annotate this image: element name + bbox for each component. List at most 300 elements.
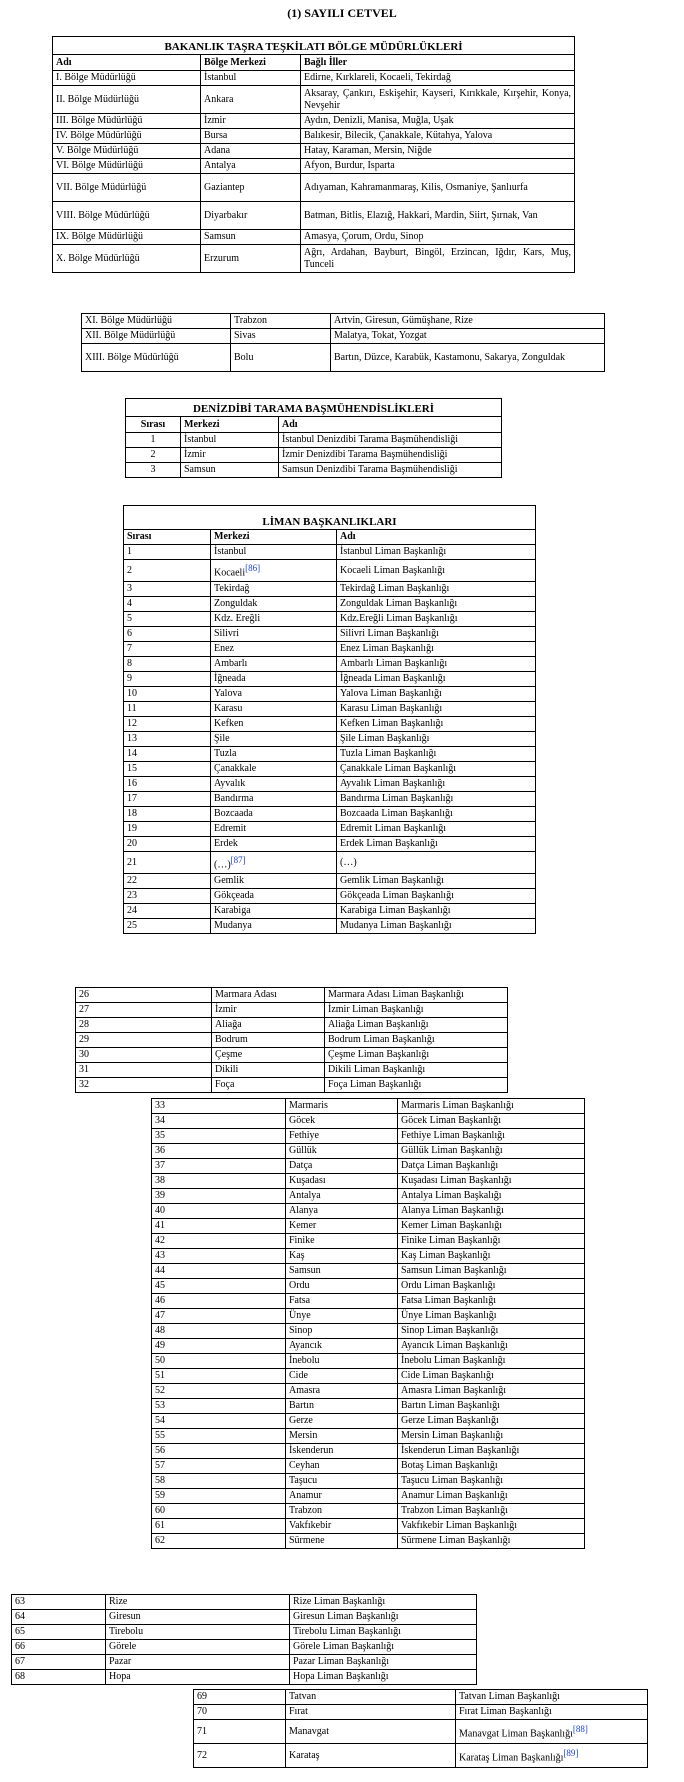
office-name-text: Yalova Liman Başkanlığı (340, 688, 442, 699)
sequence-number-text: 69 (197, 1691, 207, 1702)
office-name-text: Anamur Liman Başkanlığı (401, 1490, 508, 1501)
office-name (398, 1264, 585, 1279)
table-row (12, 1610, 477, 1625)
region-center-text: Bolu (234, 351, 254, 363)
table-row (194, 1705, 648, 1720)
office-name-text: (…) (340, 856, 357, 868)
table-row (152, 1279, 585, 1294)
office-name (337, 732, 536, 747)
sequence-number (12, 1655, 106, 1670)
office-name (337, 597, 536, 612)
office-name (398, 1159, 585, 1174)
center-name-text: Amasra (289, 1385, 321, 1396)
office-name-text: Kdz.Ereğli Liman Başkanlığı (340, 613, 458, 624)
center-name-text: Ordu (289, 1280, 310, 1291)
center-name-text: Kaş (289, 1250, 305, 1261)
center-name (211, 597, 337, 612)
center-name-text: Çanakkale (214, 763, 257, 774)
table-row (124, 672, 536, 687)
sequence-number (76, 1003, 212, 1018)
center-name (286, 1099, 398, 1114)
sequence-number-text: 61 (155, 1520, 165, 1531)
region-center (201, 202, 301, 230)
footnote-link[interactable]: [88] (572, 1723, 588, 1734)
center-name-text: Bozcaada (214, 808, 253, 819)
sequence-number-text: 62 (155, 1535, 165, 1546)
attached-provinces (331, 344, 605, 372)
column-header: Adı (53, 55, 201, 71)
office-name-text: İğneada Liman Başkanlığı (340, 673, 446, 684)
center-name-text: Ceyhan (289, 1460, 320, 1471)
sequence-number-text: 21 (127, 856, 137, 868)
office-name (337, 792, 536, 807)
region-center-text: Gaziantep (204, 181, 245, 193)
attached-provinces-text: Balıkesir, Bilecik, Çanakkale, Kütahya, Yalova (304, 130, 493, 141)
office-name-text: Vakfıkebir Liman Başkanlığı (401, 1520, 518, 1531)
office-name-text: Samsun Denizdibi Tarama Başmühendisliği (282, 464, 458, 475)
office-name-text: Trabzon Liman Başkanlığı (401, 1505, 508, 1516)
sequence-number (194, 1705, 286, 1720)
sequence-number-text: 55 (155, 1430, 165, 1441)
attached-provinces (301, 144, 575, 159)
center-name (211, 822, 337, 837)
center-name-text: Sürmene (289, 1535, 325, 1546)
office-name (337, 807, 536, 822)
office-name-text: Bartın Liman Başkanlığı (401, 1400, 500, 1411)
office-name-text: Antalya Liman Başkalığı (401, 1190, 502, 1201)
attached-provinces (301, 159, 575, 174)
table-row (152, 1309, 585, 1324)
sequence-number (152, 1159, 286, 1174)
sequence-number-text: 45 (155, 1280, 165, 1291)
sequence-number (152, 1399, 286, 1414)
office-name-text: Amasra Liman Başkanlığı (401, 1385, 506, 1396)
office-name-text: Manavgat Liman Başkanlığı (459, 1728, 573, 1740)
table-row (53, 114, 575, 129)
office-name-text: Ayvalık Liman Başkanlığı (340, 778, 446, 789)
sequence-number (76, 1063, 212, 1078)
center-name (106, 1655, 290, 1670)
center-name (286, 1159, 398, 1174)
table-row (152, 1249, 585, 1264)
center-name (212, 1003, 325, 1018)
center-name (286, 1129, 398, 1144)
office-name-text: İnebolu Liman Başkanlığı (401, 1355, 506, 1366)
center-name (286, 1504, 398, 1519)
sequence-number (152, 1444, 286, 1459)
office-name-text: Çeşme Liman Başkanlığı (328, 1049, 430, 1060)
sequence-number-text: 30 (79, 1049, 89, 1060)
sequence-number-text: 53 (155, 1400, 165, 1411)
sequence-number (124, 777, 211, 792)
table-row (12, 1625, 477, 1640)
office-name-text: Foça Liman Başkanlığı (328, 1079, 422, 1090)
sequence-number (124, 792, 211, 807)
office-name-text: Çanakkale Liman Başkanlığı (340, 763, 457, 774)
center-name (286, 1219, 398, 1234)
center-name-text: Edremit (214, 823, 247, 834)
table-row (124, 545, 536, 560)
center-name (212, 1078, 325, 1093)
sequence-number-text: 24 (127, 905, 137, 916)
office-name (337, 837, 536, 852)
office-name-text: Sinop Liman Başkanlığı (401, 1325, 499, 1336)
directorate-name (53, 230, 201, 245)
office-name (456, 1690, 648, 1705)
table-row (124, 904, 536, 919)
office-name-text: Botaş Liman Başkanlığı (401, 1460, 498, 1471)
attached-provinces (301, 174, 575, 202)
sequence-number (126, 448, 181, 463)
center-name (286, 1414, 398, 1429)
attached-provinces-text: Afyon, Burdur, Isparta (304, 160, 395, 171)
sequence-number (152, 1264, 286, 1279)
attached-provinces-text: Aksaray, Çankırı, Eskişehir, Kayseri, Kırıkkale, Kırşehir, Konya, Nevşehir (304, 87, 572, 111)
footnote-link[interactable]: [86] (245, 562, 261, 573)
sequence-number (124, 837, 211, 852)
sequence-number-text: 58 (155, 1475, 165, 1486)
office-name (398, 1504, 585, 1519)
center-name-text: Antalya (289, 1190, 321, 1201)
office-name-text: Datça Liman Başkanlığı (401, 1160, 499, 1171)
office-name-text: Edremit Liman Başkanlığı (340, 823, 447, 834)
sequence-number (124, 874, 211, 889)
center-name (181, 463, 279, 478)
sequence-number-text: 5 (127, 613, 132, 624)
attached-provinces-text: Edirne, Kırklareli, Kocaeli, Tekirdağ (304, 72, 451, 83)
center-name-text: Dikili (215, 1064, 239, 1075)
sequence-number (76, 1048, 212, 1063)
office-name-text: İzmir Denizdibi Tarama Başmühendisliği (282, 449, 448, 460)
sequence-number-text: 38 (155, 1175, 165, 1186)
sequence-number (126, 433, 181, 448)
attached-provinces (301, 202, 575, 230)
center-name (286, 1204, 398, 1219)
center-name (211, 807, 337, 822)
office-name (325, 1033, 508, 1048)
center-name-text: Göcek (289, 1115, 316, 1126)
office-name-text: Göcek Liman Başkanlığı (401, 1115, 501, 1126)
region-center (231, 329, 331, 344)
center-name (211, 657, 337, 672)
sequence-number (152, 1129, 286, 1144)
center-name (211, 792, 337, 807)
table-row (194, 1720, 648, 1744)
center-name (286, 1114, 398, 1129)
footnote-link[interactable]: [87] (230, 854, 246, 865)
table-row (76, 1003, 508, 1018)
center-name-text: Karataş (289, 1749, 320, 1761)
center-name-text: Kuşadası (289, 1175, 326, 1186)
center-name-text: Kocaeli (214, 567, 246, 579)
column-header: Merkezi (211, 530, 337, 545)
table-row (152, 1189, 585, 1204)
sequence-number-text: 4 (127, 598, 132, 609)
table-row (152, 1324, 585, 1339)
office-name-text: Güllük Liman Başkanlığı (401, 1145, 503, 1156)
sequence-number (124, 672, 211, 687)
region-center-text: Diyarbakır (204, 209, 248, 221)
center-name (286, 1354, 398, 1369)
table-row (12, 1655, 477, 1670)
sequence-number-text: 14 (127, 748, 137, 759)
directorate-name (53, 71, 201, 86)
sequence-number (152, 1384, 286, 1399)
sequence-number (124, 717, 211, 732)
table-row (82, 314, 605, 329)
office-name (398, 1339, 585, 1354)
office-name-text: Mudanya Liman Başkanlığı (340, 920, 452, 931)
table-row (152, 1504, 585, 1519)
sequence-number (124, 807, 211, 822)
office-name-text: Silivri Liman Başkanlığı (340, 628, 439, 639)
sequence-number (152, 1144, 286, 1159)
table-row (76, 988, 508, 1003)
center-name (286, 1690, 456, 1705)
center-name-text: Mudanya (214, 920, 252, 931)
attached-provinces (331, 329, 605, 344)
office-name (398, 1489, 585, 1504)
center-name-text: Manavgat (289, 1725, 329, 1737)
office-name (398, 1249, 585, 1264)
center-name-text: Ambarlı (214, 658, 248, 669)
attached-provinces (331, 314, 605, 329)
table-row (152, 1534, 585, 1549)
center-name-text: Kefken (214, 718, 244, 729)
center-name-text: Anamur (289, 1490, 322, 1501)
sequence-number (124, 762, 211, 777)
table-row (124, 732, 536, 747)
sequence-number (12, 1610, 106, 1625)
center-name (286, 1459, 398, 1474)
office-name-text: Sürmene Liman Başkanlığı (401, 1535, 511, 1546)
center-name-text: Fırat (289, 1706, 308, 1717)
table-row (76, 1063, 508, 1078)
sequence-number-text: 22 (127, 875, 137, 886)
table-row (152, 1459, 585, 1474)
office-name-text: Tuzla Liman Başkanlığı (340, 748, 437, 759)
sequence-number-text: 48 (155, 1325, 165, 1336)
table-row (152, 1444, 585, 1459)
region-center (201, 159, 301, 174)
office-name (279, 448, 502, 463)
center-name (286, 1744, 456, 1768)
table-row (124, 702, 536, 717)
center-name (181, 448, 279, 463)
center-name (286, 1294, 398, 1309)
office-name (337, 560, 536, 582)
office-name (398, 1294, 585, 1309)
center-name-text: Gemlik (214, 875, 244, 886)
center-name (211, 747, 337, 762)
office-name-text: Dikili Liman Başkanlığı (328, 1064, 426, 1075)
center-name-text: Kemer (289, 1220, 317, 1231)
table-row (152, 1414, 585, 1429)
sequence-number-text: 60 (155, 1505, 165, 1516)
sequence-number (124, 732, 211, 747)
table-row (12, 1640, 477, 1655)
center-name-text: İskenderun (289, 1445, 334, 1456)
sequence-number-text: 32 (79, 1079, 89, 1090)
office-name (398, 1219, 585, 1234)
office-name-text: Gemlik Liman Başkanlığı (340, 875, 444, 886)
center-name-text: Bartın (289, 1400, 314, 1411)
table-row (152, 1174, 585, 1189)
sequence-number-text: 2 (127, 564, 132, 576)
region-center (201, 245, 301, 273)
office-name (398, 1204, 585, 1219)
office-name (325, 1063, 508, 1078)
center-name-text: Tuzla (214, 748, 237, 759)
harbour-master-offices-table (123, 505, 536, 934)
sequence-number-text: 64 (15, 1611, 25, 1622)
center-name (286, 1429, 398, 1444)
region-center (201, 114, 301, 129)
office-name (398, 1519, 585, 1534)
sequence-number (124, 597, 211, 612)
sequence-number (152, 1474, 286, 1489)
center-name-text: Şile (214, 733, 230, 744)
office-name-text: Giresun Liman Başkanlığı (293, 1611, 399, 1622)
directorate-name-text: VII. Bölge Müdürlüğü (56, 181, 147, 193)
center-name-text: Bandırma (214, 793, 254, 804)
office-name (398, 1384, 585, 1399)
center-name (286, 1534, 398, 1549)
footnote-link[interactable]: [89] (563, 1747, 579, 1758)
center-name (211, 852, 337, 874)
center-name (286, 1444, 398, 1459)
table-row (152, 1099, 585, 1114)
center-name (211, 837, 337, 852)
sequence-number-text: 37 (155, 1160, 165, 1171)
region-center (201, 86, 301, 114)
sequence-number-text: 25 (127, 920, 137, 931)
table-caption: LİMAN BAŞKANLIKLARI (124, 506, 536, 530)
sequence-number-text: 23 (127, 890, 137, 901)
center-name (286, 1174, 398, 1189)
region-center (231, 314, 331, 329)
sequence-number-text: 3 (127, 583, 132, 594)
sequence-number-text: 49 (155, 1340, 165, 1351)
sequence-number-text: 27 (79, 1004, 89, 1015)
sequence-number-text: 29 (79, 1034, 89, 1045)
sequence-number (126, 463, 181, 478)
office-name-text: Kefken Liman Başkanlığı (340, 718, 444, 729)
office-name-text: Karataş Liman Başkanlığı (459, 1752, 564, 1764)
office-name (290, 1670, 477, 1685)
table-row (124, 612, 536, 627)
directorate-name-text: V. Bölge Müdürlüğü (56, 145, 139, 156)
office-name (398, 1369, 585, 1384)
center-name (212, 1033, 325, 1048)
table-row (124, 777, 536, 792)
center-name (211, 762, 337, 777)
sequence-number-text: 35 (155, 1130, 165, 1141)
center-name (286, 1369, 398, 1384)
office-name-text: Fatsa Liman Başkanlığı (401, 1295, 496, 1306)
center-name (286, 1144, 398, 1159)
sequence-number (152, 1309, 286, 1324)
sequence-number-text: 1 (127, 546, 132, 557)
sequence-number-text: 65 (15, 1626, 25, 1637)
office-name-text: Samsun Liman Başkanlığı (401, 1265, 507, 1276)
table-row (124, 792, 536, 807)
sequence-number-text: 34 (155, 1115, 165, 1126)
office-name (398, 1444, 585, 1459)
office-name (337, 702, 536, 717)
office-name (398, 1324, 585, 1339)
sequence-number (76, 988, 212, 1003)
directorate-name-text: I. Bölge Müdürlüğü (56, 72, 136, 83)
office-name (398, 1174, 585, 1189)
attached-provinces-text: Artvin, Giresun, Gümüşhane, Rize (334, 315, 473, 326)
center-name (106, 1625, 290, 1640)
center-name-text: Aliağa (215, 1019, 242, 1030)
office-name-text: Görele Liman Başkanlığı (293, 1641, 395, 1652)
office-name (398, 1429, 585, 1444)
directorate-name-text: IX. Bölge Müdürlüğü (56, 231, 143, 242)
sequence-number (152, 1114, 286, 1129)
sequence-number-text: 3 (150, 464, 156, 475)
center-name-text: İğneada (214, 673, 246, 684)
table-row (152, 1234, 585, 1249)
office-name (337, 777, 536, 792)
office-name-text: Şile Liman Başkanlığı (340, 733, 430, 744)
sequence-number-text: 47 (155, 1310, 165, 1321)
office-name-text: Bozcaada Liman Başkanlığı (340, 808, 453, 819)
region-center (201, 230, 301, 245)
table-row (124, 687, 536, 702)
center-name-text: Bodrum (215, 1034, 248, 1045)
document-title: (1) SAYILI CETVEL (287, 6, 397, 20)
directorate-name-text: III. Bölge Müdürlüğü (56, 115, 143, 126)
office-name-text: Karabiga Liman Başkanlığı (340, 905, 451, 916)
office-name (337, 762, 536, 777)
sequence-number (124, 545, 211, 560)
regional-directorates-continued-table (81, 313, 605, 372)
table-row (53, 86, 575, 114)
office-name (456, 1720, 648, 1744)
sequence-number-text: 20 (127, 838, 137, 849)
table-row (152, 1219, 585, 1234)
directorate-name (53, 159, 201, 174)
center-name (212, 988, 325, 1003)
center-name-text: Marmara Adası (215, 989, 277, 1000)
sequence-number-text: 15 (127, 763, 137, 774)
directorate-name-text: II. Bölge Müdürlüğü (56, 93, 140, 105)
sequence-number-text: 59 (155, 1490, 165, 1501)
center-name-text: Marmaris (289, 1100, 328, 1111)
center-name (211, 732, 337, 747)
sequence-number-text: 51 (155, 1370, 165, 1381)
office-name (456, 1705, 648, 1720)
office-name (337, 582, 536, 597)
table-row (126, 448, 502, 463)
center-name (286, 1399, 398, 1414)
center-name-text: Enez (214, 643, 234, 654)
office-name-text: Karasu Liman Başkanlığı (340, 703, 443, 714)
sequence-number-text: 1 (150, 434, 156, 445)
column-header: Sırası (124, 530, 211, 545)
sequence-number-text: 44 (155, 1265, 165, 1276)
attached-provinces (301, 230, 575, 245)
center-name (286, 1339, 398, 1354)
office-name-text: Hopa Liman Başkanlığı (293, 1671, 389, 1682)
sequence-number (152, 1174, 286, 1189)
table-row (124, 837, 536, 852)
region-center-text: Antalya (204, 160, 236, 171)
attached-provinces-text: Ağrı, Ardahan, Bayburt, Bingöl, Erzincan, Iğdır, Kars, Muş, Tunceli (304, 246, 572, 270)
